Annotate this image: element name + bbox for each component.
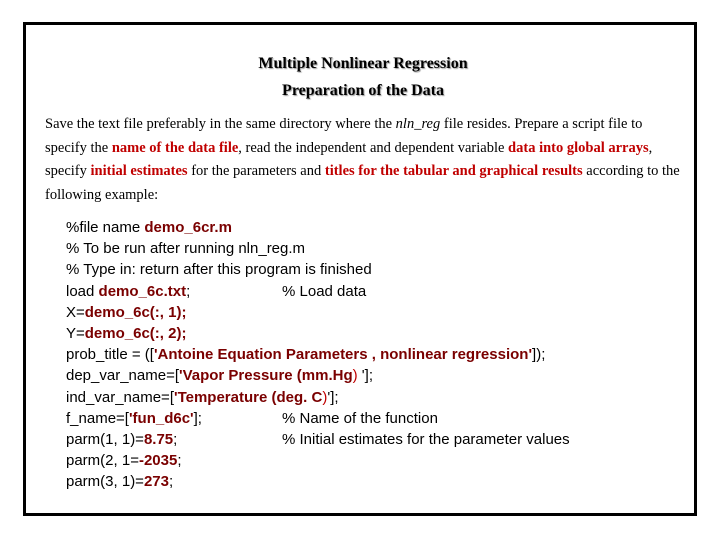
para-text: , specify (45, 139, 653, 179)
code-line: X=demo_6c(:, 1); (66, 303, 187, 321)
code-line: load demo_6c.txt; % Load data (66, 281, 545, 302)
code-line: parm(2, 1=-2035; (66, 452, 182, 470)
code-line: prob_title = (['Antoine Equation Parameters , nonlinear regression']); (66, 346, 546, 364)
para-highlight: data into global arrays (508, 139, 649, 156)
code-line: parm(3, 1)=273; (66, 473, 174, 491)
code-line: % Type in: return after this program is finished (66, 261, 372, 279)
para-highlight: name of the data file (111, 139, 239, 156)
code-comment: % Initial estimates for the parameter values (282, 430, 570, 448)
para-text: , read the independent and dependent variable (238, 139, 509, 156)
slide-subtitle: Preparation of the Data (282, 82, 444, 99)
para-highlight: titles for the tabular and graphical results (324, 163, 583, 179)
code-line: dep_var_name=['Vapor Pressure (mm.Hg) ']; (66, 367, 374, 385)
slide-frame (23, 22, 697, 516)
code-line: %file name demo_6cr.m (66, 219, 232, 236)
code-line: ind_var_name=['Temperature (deg. C)']; (66, 388, 339, 406)
slide-title: Multiple Nonlinear Regression (258, 55, 468, 72)
para-highlight: initial estimates (90, 163, 188, 179)
code-example (66, 217, 570, 492)
code-line: Y=demo_6c(:, 2); (66, 324, 187, 342)
code-line: % To be run after running nln_reg.m (66, 240, 306, 258)
para-text: for the parameters and (187, 163, 325, 179)
para-filename: nln_reg (395, 116, 441, 132)
code-comment: % Name of the function (282, 409, 438, 427)
code-line: f_name=['fun_d6c']; % Name of the function (66, 408, 545, 429)
para-text: file resides. Prepare a script file to specify the (45, 116, 643, 156)
para-text: Save the text file preferably in the same directory where the (45, 116, 396, 132)
code-line: parm(1, 1)=8.75; % Initial estimates for the parameter values (66, 429, 545, 450)
para-text: according to the following example: (45, 163, 680, 203)
instructions-paragraph (45, 113, 685, 207)
code-comment: % Load data (282, 282, 367, 300)
